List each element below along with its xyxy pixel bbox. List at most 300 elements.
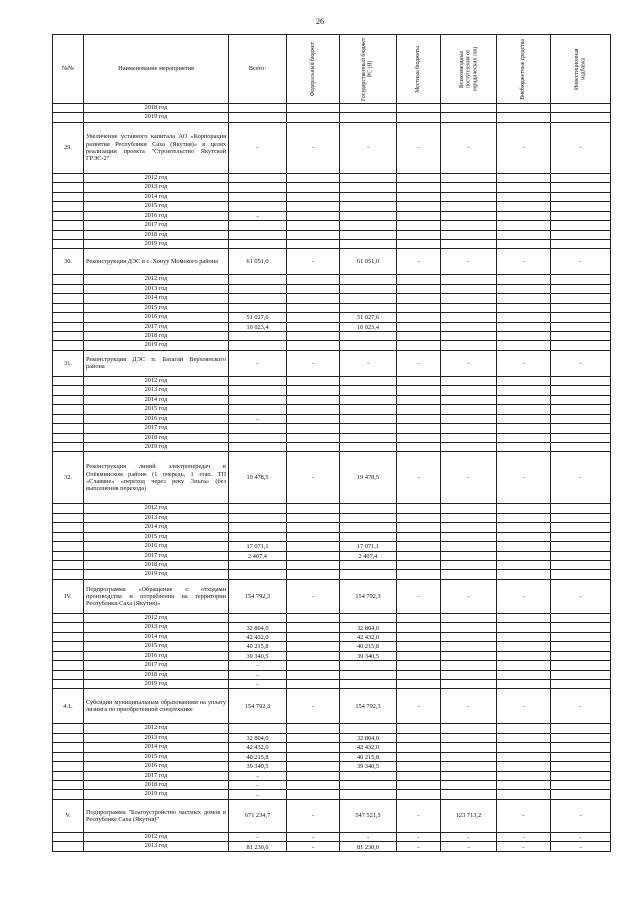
state-cell bbox=[340, 192, 397, 201]
federal-cell bbox=[287, 670, 340, 679]
invest-cell bbox=[551, 570, 611, 579]
local-cell: - bbox=[397, 842, 441, 851]
invest-cell bbox=[551, 790, 611, 799]
invest-cell bbox=[551, 551, 611, 560]
state-cell: 154 792,3 bbox=[340, 579, 397, 613]
extra-cell bbox=[497, 523, 551, 532]
federal-cell bbox=[287, 113, 340, 122]
extra-cell bbox=[497, 230, 551, 239]
year-row bbox=[53, 113, 611, 122]
item-number: 31. bbox=[53, 350, 84, 376]
local-cell bbox=[397, 642, 441, 651]
invest-cell bbox=[551, 376, 611, 385]
total-cell: 81 230,0 bbox=[229, 842, 287, 851]
federal-cell bbox=[287, 104, 340, 113]
local-cell bbox=[397, 433, 441, 442]
federal-cell bbox=[287, 442, 340, 451]
year-label: 2016 год bbox=[84, 211, 229, 220]
invest-cell bbox=[551, 651, 611, 660]
federal-cell bbox=[287, 386, 340, 395]
state-cell: 40 215,8 bbox=[340, 752, 397, 761]
local-cell bbox=[397, 613, 441, 622]
gratuitous-cell bbox=[441, 504, 497, 513]
local-cell bbox=[397, 623, 441, 632]
item-number bbox=[53, 623, 84, 632]
state-cell bbox=[340, 239, 397, 248]
federal-cell: - bbox=[287, 832, 340, 841]
federal-cell bbox=[287, 211, 340, 220]
invest-cell: - bbox=[551, 842, 611, 851]
extra-cell: - bbox=[497, 452, 551, 504]
item-number bbox=[53, 230, 84, 239]
federal-cell bbox=[287, 395, 340, 404]
item-number bbox=[53, 642, 84, 651]
federal-cell bbox=[287, 743, 340, 752]
federal-cell bbox=[287, 239, 340, 248]
year-row bbox=[53, 424, 611, 433]
local-cell bbox=[397, 202, 441, 211]
year-label: 2019 год bbox=[84, 113, 229, 122]
extra-cell bbox=[497, 433, 551, 442]
local-cell bbox=[397, 386, 441, 395]
federal-cell bbox=[287, 523, 340, 532]
federal-cell: - bbox=[287, 579, 340, 613]
item-number bbox=[53, 570, 84, 579]
year-row bbox=[53, 790, 611, 799]
invest-cell bbox=[551, 679, 611, 688]
total-cell bbox=[229, 613, 287, 622]
year-label: 2018 год bbox=[84, 104, 229, 113]
gratuitous-cell bbox=[441, 173, 497, 182]
gratuitous-cell bbox=[441, 623, 497, 632]
gratuitous-cell bbox=[441, 532, 497, 541]
year-label: 2019 год bbox=[84, 790, 229, 799]
total-cell: 17 071,1 bbox=[229, 542, 287, 551]
state-cell bbox=[340, 284, 397, 293]
year-label: 2018 год bbox=[84, 781, 229, 790]
gratuitous-cell bbox=[441, 303, 497, 312]
federal-cell bbox=[287, 230, 340, 239]
local-cell: - bbox=[397, 579, 441, 613]
extra-cell bbox=[497, 532, 551, 541]
year-row bbox=[53, 733, 611, 742]
state-cell: 40 215,8 bbox=[340, 642, 397, 651]
local-cell: - bbox=[397, 350, 441, 376]
year-label: 2018 год bbox=[84, 670, 229, 679]
item-row bbox=[53, 122, 611, 173]
total-cell: 39 340,5 bbox=[229, 762, 287, 771]
gratuitous-cell bbox=[441, 670, 497, 679]
item-number bbox=[53, 183, 84, 192]
invest-cell bbox=[551, 743, 611, 752]
federal-cell bbox=[287, 221, 340, 230]
local-cell bbox=[397, 376, 441, 385]
item-number bbox=[53, 513, 84, 522]
invest-cell bbox=[551, 284, 611, 293]
total-cell bbox=[229, 504, 287, 513]
year-label: 2019 год bbox=[84, 442, 229, 451]
year-label: 2016 год bbox=[84, 313, 229, 322]
extra-cell: - bbox=[497, 799, 551, 832]
extra-cell: - bbox=[497, 122, 551, 173]
item-number bbox=[53, 842, 84, 851]
extra-cell bbox=[497, 442, 551, 451]
federal-cell bbox=[287, 790, 340, 799]
federal-cell bbox=[287, 376, 340, 385]
invest-cell: - bbox=[551, 832, 611, 841]
local-cell bbox=[397, 275, 441, 284]
local-cell bbox=[397, 173, 441, 182]
state-cell bbox=[340, 523, 397, 532]
col-local-header: Местные бюджеты bbox=[397, 35, 441, 104]
gratuitous-cell bbox=[441, 322, 497, 331]
gratuitous-cell bbox=[441, 632, 497, 641]
extra-cell bbox=[497, 762, 551, 771]
federal-cell bbox=[287, 679, 340, 688]
extra-cell: - bbox=[497, 689, 551, 724]
year-row bbox=[53, 561, 611, 570]
year-row bbox=[53, 104, 611, 113]
federal-cell bbox=[287, 724, 340, 733]
year-label: 2018 год bbox=[84, 561, 229, 570]
year-row bbox=[53, 642, 611, 651]
total-cell: 40 215,8 bbox=[229, 752, 287, 761]
federal-cell bbox=[287, 513, 340, 522]
gratuitous-cell: - bbox=[441, 689, 497, 724]
gratuitous-cell bbox=[441, 113, 497, 122]
total-cell: 51 027,6 bbox=[229, 313, 287, 322]
gratuitous-cell bbox=[441, 341, 497, 350]
year-label: 2014 год bbox=[84, 294, 229, 303]
federal-cell bbox=[287, 414, 340, 423]
federal-cell bbox=[287, 192, 340, 201]
federal-cell bbox=[287, 771, 340, 780]
item-number bbox=[53, 386, 84, 395]
total-cell: 2 407,4 bbox=[229, 551, 287, 560]
local-cell bbox=[397, 341, 441, 350]
extra-cell bbox=[497, 570, 551, 579]
federal-cell: - bbox=[287, 799, 340, 832]
item-row bbox=[53, 249, 611, 275]
year-label: 2017 год bbox=[84, 661, 229, 670]
extra-cell bbox=[497, 733, 551, 742]
state-cell bbox=[340, 230, 397, 239]
federal-cell bbox=[287, 642, 340, 651]
local-cell bbox=[397, 405, 441, 414]
state-cell: 81 230,0 bbox=[340, 842, 397, 851]
local-cell bbox=[397, 752, 441, 761]
year-row bbox=[53, 376, 611, 385]
gratuitous-cell bbox=[441, 771, 497, 780]
col-total-header: Всего: bbox=[229, 35, 287, 104]
item-number bbox=[53, 762, 84, 771]
year-row bbox=[53, 211, 611, 220]
local-cell bbox=[397, 332, 441, 341]
state-cell bbox=[340, 613, 397, 622]
year-row bbox=[53, 405, 611, 414]
gratuitous-cell bbox=[441, 183, 497, 192]
gratuitous-cell bbox=[441, 424, 497, 433]
gratuitous-cell bbox=[441, 542, 497, 551]
year-label: 2019 год bbox=[84, 679, 229, 688]
invest-cell bbox=[551, 670, 611, 679]
federal-cell bbox=[287, 613, 340, 622]
local-cell bbox=[397, 561, 441, 570]
invest-cell: - bbox=[551, 689, 611, 724]
invest-cell bbox=[551, 504, 611, 513]
item-number bbox=[53, 790, 84, 799]
state-cell: 17 071,1 bbox=[340, 542, 397, 551]
item-number bbox=[53, 542, 84, 551]
year-label: 2014 год bbox=[84, 523, 229, 532]
federal-cell bbox=[287, 532, 340, 541]
year-row bbox=[53, 313, 611, 322]
total-cell: - bbox=[229, 350, 287, 376]
total-cell bbox=[229, 221, 287, 230]
state-cell bbox=[340, 724, 397, 733]
local-cell bbox=[397, 221, 441, 230]
item-number bbox=[53, 376, 84, 385]
local-cell bbox=[397, 504, 441, 513]
year-label: 2016 год bbox=[84, 542, 229, 551]
item-number bbox=[53, 395, 84, 404]
federal-cell bbox=[287, 332, 340, 341]
year-row bbox=[53, 551, 611, 560]
federal-cell bbox=[287, 651, 340, 660]
total-cell bbox=[229, 239, 287, 248]
local-cell: - bbox=[397, 249, 441, 275]
item-name: Увеличение уставного капитала АО «Корпорация развития Республики Саха (Якутия)» в целях реализации проекта "Строительство Якутской ГРЭС-2" bbox=[84, 122, 229, 173]
gratuitous-cell bbox=[441, 275, 497, 284]
local-cell bbox=[397, 781, 441, 790]
year-label: 2015 год bbox=[84, 202, 229, 211]
state-cell: 10 023,4 bbox=[340, 322, 397, 331]
year-label: 2012 год bbox=[84, 173, 229, 182]
gratuitous-cell bbox=[441, 313, 497, 322]
year-row bbox=[53, 679, 611, 688]
local-cell: - bbox=[397, 832, 441, 841]
item-number bbox=[53, 192, 84, 201]
invest-cell: - bbox=[551, 122, 611, 173]
state-cell: 2 407,4 bbox=[340, 551, 397, 560]
page-number: 26 bbox=[316, 17, 324, 26]
gratuitous-cell bbox=[441, 762, 497, 771]
federal-cell bbox=[287, 322, 340, 331]
extra-cell bbox=[497, 211, 551, 220]
total-cell bbox=[229, 570, 287, 579]
gratuitous-cell bbox=[441, 230, 497, 239]
year-row bbox=[53, 724, 611, 733]
item-name: Реконструкция линий электропередач в Олёкминском районе (1 очередь, 1 этап. ТП «Славяне» «переход через реку Эльга» (без выполнения перехода) bbox=[84, 452, 229, 504]
year-label: 2016 год bbox=[84, 762, 229, 771]
gratuitous-cell bbox=[441, 376, 497, 385]
item-number bbox=[53, 724, 84, 733]
total-cell bbox=[229, 341, 287, 350]
year-label: 2015 год bbox=[84, 303, 229, 312]
gratuitous-cell bbox=[441, 202, 497, 211]
extra-cell bbox=[497, 275, 551, 284]
gratuitous-cell bbox=[441, 790, 497, 799]
year-row bbox=[53, 341, 611, 350]
item-name: Реконструкция ДЭС п. Батагай Верхоянского района bbox=[84, 350, 229, 376]
local-cell bbox=[397, 651, 441, 660]
state-cell bbox=[340, 532, 397, 541]
total-cell bbox=[229, 104, 287, 113]
year-row bbox=[53, 284, 611, 293]
extra-cell bbox=[497, 322, 551, 331]
year-row bbox=[53, 842, 611, 851]
invest-cell: - bbox=[551, 579, 611, 613]
extra-cell bbox=[497, 670, 551, 679]
item-number bbox=[53, 294, 84, 303]
federal-cell: - bbox=[287, 452, 340, 504]
state-cell bbox=[340, 395, 397, 404]
federal-cell bbox=[287, 632, 340, 641]
item-name: Реконструкция ДЭС в с. Хонуу Момского района bbox=[84, 249, 229, 275]
state-cell: - bbox=[340, 832, 397, 841]
item-number bbox=[53, 104, 84, 113]
item-number bbox=[53, 211, 84, 220]
total-cell bbox=[229, 284, 287, 293]
state-cell bbox=[340, 294, 397, 303]
gratuitous-cell bbox=[441, 743, 497, 752]
invest-cell bbox=[551, 303, 611, 312]
federal-cell bbox=[287, 752, 340, 761]
invest-cell bbox=[551, 532, 611, 541]
item-number bbox=[53, 341, 84, 350]
total-cell bbox=[229, 183, 287, 192]
total-cell: - bbox=[229, 414, 287, 423]
local-cell bbox=[397, 743, 441, 752]
year-label: 2017 год bbox=[84, 322, 229, 331]
col-extra-header: Внебюджетные средства bbox=[497, 35, 551, 104]
total-cell: 32 804,0 bbox=[229, 623, 287, 632]
state-cell: 39 340,5 bbox=[340, 762, 397, 771]
local-cell bbox=[397, 532, 441, 541]
year-row bbox=[53, 442, 611, 451]
year-label: 2013 год bbox=[84, 513, 229, 522]
gratuitous-cell bbox=[441, 433, 497, 442]
year-row bbox=[53, 743, 611, 752]
header-row bbox=[53, 35, 611, 104]
federal-cell bbox=[287, 275, 340, 284]
federal-cell bbox=[287, 661, 340, 670]
gratuitous-cell bbox=[441, 442, 497, 451]
total-cell: - bbox=[229, 832, 287, 841]
total-cell: 19 478,5 bbox=[229, 452, 287, 504]
invest-cell: - bbox=[551, 452, 611, 504]
gratuitous-cell: - bbox=[441, 350, 497, 376]
extra-cell bbox=[497, 513, 551, 522]
invest-cell bbox=[551, 202, 611, 211]
item-name: Субсидии муниципальным образованиям на уплату лизинга по приобретенной спецтехнике bbox=[84, 689, 229, 724]
item-row bbox=[53, 350, 611, 376]
item-number bbox=[53, 781, 84, 790]
col-gratuitous-header: Безвозмездные поступления от юридических лиц bbox=[441, 35, 497, 104]
local-cell bbox=[397, 762, 441, 771]
year-row bbox=[53, 771, 611, 780]
year-row bbox=[53, 661, 611, 670]
year-row bbox=[53, 303, 611, 312]
item-number bbox=[53, 832, 84, 841]
local-cell bbox=[397, 192, 441, 201]
extra-cell bbox=[497, 405, 551, 414]
year-row bbox=[53, 230, 611, 239]
state-cell: 32 804,0 bbox=[340, 623, 397, 632]
extra-cell bbox=[497, 386, 551, 395]
local-cell bbox=[397, 771, 441, 780]
invest-cell bbox=[551, 395, 611, 404]
gratuitous-cell bbox=[441, 414, 497, 423]
invest-cell bbox=[551, 275, 611, 284]
total-cell: - bbox=[229, 122, 287, 173]
state-cell: 19 478,5 bbox=[340, 452, 397, 504]
extra-cell bbox=[497, 284, 551, 293]
extra-cell bbox=[497, 542, 551, 551]
year-row bbox=[53, 192, 611, 201]
total-cell: 40 215,8 bbox=[229, 642, 287, 651]
gratuitous-cell bbox=[441, 523, 497, 532]
total-cell: - bbox=[229, 670, 287, 679]
local-cell bbox=[397, 679, 441, 688]
total-cell: 39 340,5 bbox=[229, 651, 287, 660]
gratuitous-cell: - bbox=[441, 579, 497, 613]
total-cell: 61 051,0 bbox=[229, 249, 287, 275]
item-number bbox=[53, 442, 84, 451]
item-number bbox=[53, 275, 84, 284]
extra-cell bbox=[497, 561, 551, 570]
gratuitous-cell bbox=[441, 192, 497, 201]
year-row bbox=[53, 221, 611, 230]
extra-cell bbox=[497, 679, 551, 688]
total-cell: 154 792,3 bbox=[229, 579, 287, 613]
item-number bbox=[53, 670, 84, 679]
federal-cell bbox=[287, 504, 340, 513]
local-cell bbox=[397, 395, 441, 404]
year-row bbox=[53, 832, 611, 841]
year-row bbox=[53, 322, 611, 331]
gratuitous-cell bbox=[441, 752, 497, 761]
item-number bbox=[53, 613, 84, 622]
invest-cell bbox=[551, 623, 611, 632]
item-row bbox=[53, 689, 611, 724]
year-label: 2013 год bbox=[84, 386, 229, 395]
year-row bbox=[53, 386, 611, 395]
federal-cell bbox=[287, 294, 340, 303]
item-number bbox=[53, 651, 84, 660]
year-label: 2018 год bbox=[84, 332, 229, 341]
item-number bbox=[53, 532, 84, 541]
gratuitous-cell bbox=[441, 570, 497, 579]
extra-cell bbox=[497, 613, 551, 622]
extra-cell bbox=[497, 771, 551, 780]
invest-cell bbox=[551, 642, 611, 651]
invest-cell bbox=[551, 332, 611, 341]
year-row bbox=[53, 275, 611, 284]
invest-cell bbox=[551, 762, 611, 771]
state-cell: 51 027,6 bbox=[340, 313, 397, 322]
state-cell bbox=[340, 173, 397, 182]
invest-cell bbox=[551, 513, 611, 522]
federal-cell bbox=[287, 202, 340, 211]
state-cell bbox=[340, 561, 397, 570]
year-row bbox=[53, 532, 611, 541]
invest-cell: - bbox=[551, 799, 611, 832]
invest-cell bbox=[551, 405, 611, 414]
year-label: 2017 год bbox=[84, 551, 229, 560]
local-cell bbox=[397, 733, 441, 742]
year-row bbox=[53, 570, 611, 579]
